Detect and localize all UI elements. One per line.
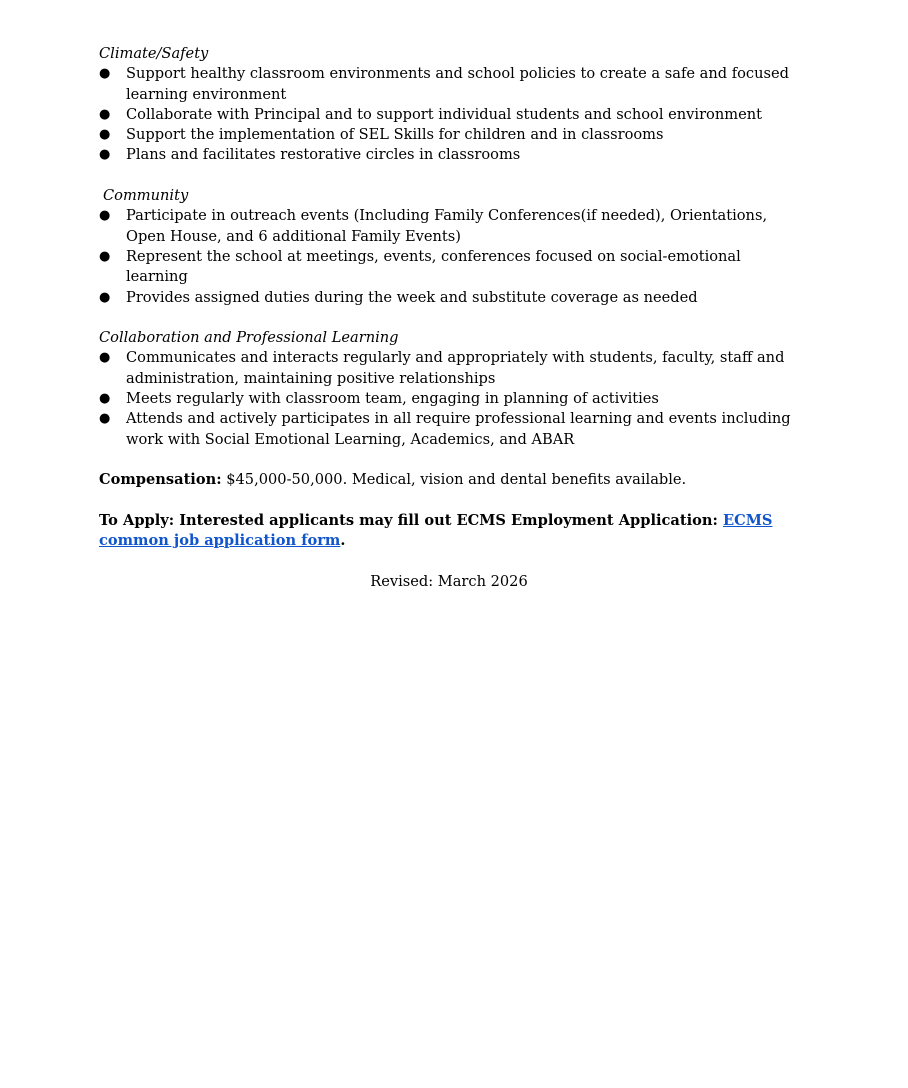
compensation-paragraph — [99, 470, 799, 490]
bullet-icon: ● — [99, 66, 111, 82]
section-heading-climate-safety: Climate/Safety — [99, 45, 209, 62]
apply-label: To Apply: Interested applicants may fill out ECMS Employment Application: — [99, 511, 718, 529]
list-item — [99, 409, 799, 450]
compensation-text: $45,000-50,000. Medical, vision and dental benefits available. — [221, 471, 687, 489]
bullet-icon: ● — [99, 147, 111, 163]
list-item-text: Collaborate with Principal and to support individual students and school environment — [126, 105, 762, 123]
spacer — [99, 166, 799, 186]
application-form-link[interactable]: ECMS common job application form — [99, 511, 773, 550]
document-page — [99, 44, 799, 592]
list-item — [99, 288, 799, 308]
community-list — [99, 206, 799, 307]
list-item — [99, 206, 799, 247]
bullet-icon: ● — [99, 289, 111, 305]
spacer — [99, 491, 799, 511]
list-item — [99, 348, 799, 389]
apply-paragraph — [99, 511, 799, 552]
bullet-icon: ● — [99, 208, 111, 224]
list-item — [99, 64, 799, 105]
spacer — [99, 450, 799, 470]
list-item — [99, 247, 799, 288]
list-item — [99, 389, 799, 409]
list-item-text: Attends and actively participates in all require professional learning and events including work with Social Emotional Learning, Academics, and ABAR — [126, 410, 791, 448]
list-item-text: Provides assigned duties during the week and substitute coverage as needed — [126, 288, 698, 306]
bullet-icon: ● — [99, 127, 111, 143]
list-item-text: Support healthy classroom environments and school policies to create a safe and focused learning environment — [126, 65, 789, 103]
bullet-icon: ● — [99, 350, 111, 366]
apply-trailing: . — [340, 532, 346, 550]
list-item-text: Represent the school at meetings, events, conferences focused on social-emotional learning — [126, 247, 741, 286]
spacer — [99, 551, 799, 571]
revised-date: Revised: March 2026 — [370, 572, 528, 590]
list-item — [99, 125, 799, 145]
list-item-text: Meets regularly with classroom team, engaging in planning of activities — [126, 390, 659, 408]
collaboration-list — [99, 348, 799, 449]
bullet-icon: ● — [99, 248, 111, 264]
section-heading-collaboration: Collaboration and Professional Learning — [99, 329, 399, 347]
climate-safety-list — [99, 64, 799, 165]
list-item-text: Support the implementation of SEL Skills for children and in classrooms — [126, 126, 664, 144]
list-item — [99, 145, 799, 165]
compensation-label: Compensation: — [99, 471, 222, 489]
bullet-icon: ● — [99, 106, 111, 122]
list-item — [99, 105, 799, 125]
spacer — [99, 308, 799, 328]
list-item-text: Communicates and interacts regularly and appropriately with students, faculty, staff and administration, maintaining positive relationships — [126, 349, 785, 387]
bullet-icon: ● — [99, 391, 111, 407]
list-item-text: Participate in outreach events (Including Family Conferences(if needed), Orientations, Open House, and 6 additional Family Events) — [126, 207, 768, 245]
list-item-text: Plans and facilitates restorative circles in classrooms — [126, 146, 521, 164]
bullet-icon: ● — [99, 411, 111, 427]
section-heading-community: Community — [103, 187, 189, 205]
